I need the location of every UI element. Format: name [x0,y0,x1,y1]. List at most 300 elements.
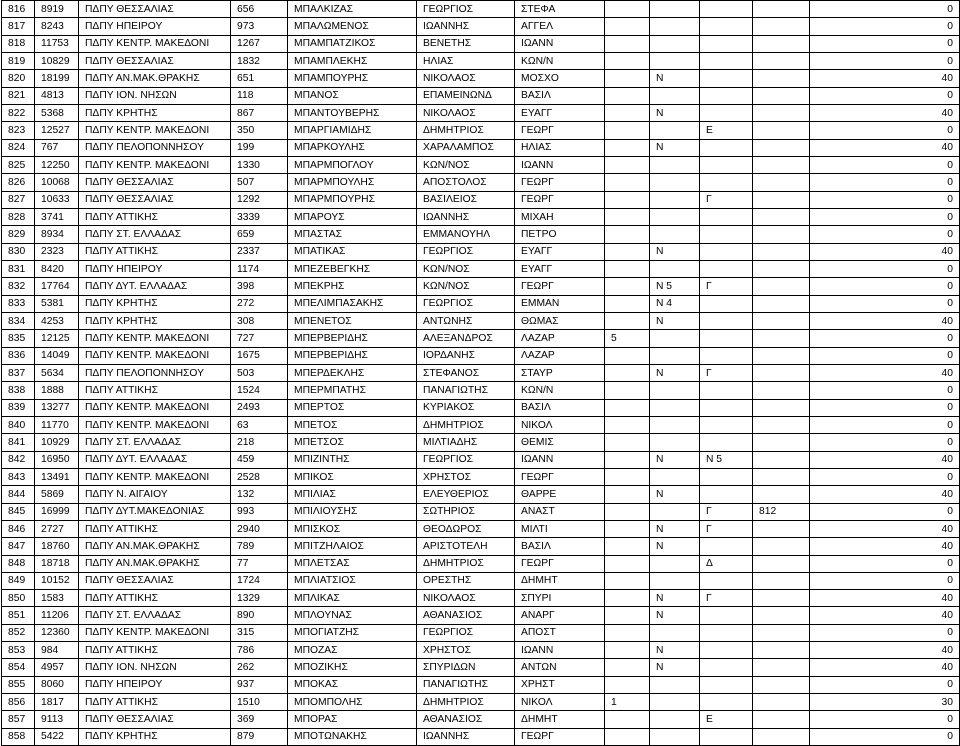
father-name-cell: ΘΕΜΙΣ [515,434,605,451]
father-name-cell: ΓΕΩΡΓ [515,174,605,191]
department-cell: ΠΔΠΥ ΑΤΤΙΚΗΣ [79,590,231,607]
row-number-cell: 844 [2,486,35,503]
flag-c-cell [700,416,753,433]
table-row [2,642,960,659]
flag-a-cell [605,174,650,191]
table-row [2,191,960,208]
table-row [2,434,960,451]
flag-b-cell: Ν [650,538,700,555]
row-number-cell: 834 [2,312,35,329]
registry-number-cell: 11753 [35,35,79,52]
flag-c-cell [700,295,753,312]
department-cell: ΠΔΠΥ ΑΤΤΙΚΗΣ [79,382,231,399]
flag-a-cell [605,642,650,659]
first-name-cell: ΕΠΑΜΕΙΝΩΝΔ [417,87,515,104]
first-name-cell: ΓΕΩΡΓΙΟΣ [417,1,515,18]
flag-c-cell: Γ [700,364,753,381]
row-number-cell: 838 [2,382,35,399]
points-cell: 0 [810,1,960,18]
flag-a-cell [605,260,650,277]
code-cell: 350 [231,122,288,139]
registry-number-cell: 5869 [35,486,79,503]
flag-a-cell [605,243,650,260]
flag-d-cell [753,70,810,87]
first-name-cell: ΑΛΕΞΑΝΔΡΟΣ [417,330,515,347]
row-number-cell: 846 [2,520,35,537]
points-cell: 0 [810,347,960,364]
department-cell: ΠΔΠΥ ΠΕΛΟΠΟΝΝΗΣΟΥ [79,139,231,156]
flag-c-cell [700,330,753,347]
table-row [2,52,960,69]
code-cell: 1174 [231,260,288,277]
surname-cell: ΜΠΑΜΠΑΤΖΙΚΟΣ [288,35,417,52]
row-number-cell: 829 [2,226,35,243]
father-name-cell: ΣΤΑΥΡ [515,364,605,381]
surname-cell: ΜΠΑΡΚΟΥΛΗΣ [288,139,417,156]
flag-a-cell [605,104,650,121]
flag-a-cell [605,295,650,312]
father-name-cell: ΛΑΖΑΡ [515,347,605,364]
father-name-cell: ΝΙΚΟΛ [515,416,605,433]
registry-number-cell: 5634 [35,364,79,381]
table-row [2,711,960,728]
code-cell: 503 [231,364,288,381]
first-name-cell: ΙΩΑΝΝΗΣ [417,208,515,225]
flag-c-cell [700,572,753,589]
registry-number-cell: 1583 [35,590,79,607]
flag-d-cell [753,139,810,156]
flag-b-cell: Ν 5 [650,278,700,295]
father-name-cell: ΕΥΑΓΓ [515,104,605,121]
department-cell: ΠΔΠΥ ΙΟΝ. ΝΗΣΩΝ [79,87,231,104]
surname-cell: ΜΠΟΜΠΟΛΗΣ [288,694,417,711]
table-row [2,243,960,260]
row-number-cell: 816 [2,1,35,18]
row-number-cell: 824 [2,139,35,156]
flag-a-cell [605,208,650,225]
table-row [2,1,960,18]
flag-a-cell [605,572,650,589]
points-cell: 0 [810,174,960,191]
registry-number-cell: 10068 [35,174,79,191]
flag-b-cell [650,572,700,589]
surname-cell: ΜΠΙΛΙΑΣ [288,486,417,503]
points-cell: 0 [810,468,960,485]
table-row [2,104,960,121]
table-row [2,728,960,745]
father-name-cell: ΗΛΙΑΣ [515,139,605,156]
flag-b-cell [650,382,700,399]
department-cell: ΠΔΠΥ ΔΥΤ. ΕΛΛΑΔΑΣ [79,278,231,295]
flag-a-cell [605,70,650,87]
flag-d-cell: 812 [753,503,810,520]
table-row [2,278,960,295]
points-cell: 0 [810,295,960,312]
first-name-cell: ΙΟΡΔΑΝΗΣ [417,347,515,364]
flag-b-cell [650,18,700,35]
points-cell: 0 [810,624,960,641]
father-name-cell: ΘΑΡΡΕ [515,486,605,503]
table-row [2,18,960,35]
table-row [2,312,960,329]
surname-cell: ΜΠΑΤΙΚΑΣ [288,243,417,260]
father-name-cell: ΝΙΚΟΛ [515,694,605,711]
father-name-cell: ΙΩΑΝΝ [515,642,605,659]
row-number-cell: 845 [2,503,35,520]
department-cell: ΠΔΠΥ ΚΡΗΤΗΣ [79,295,231,312]
flag-b-cell: Ν [650,243,700,260]
flag-c-cell [700,35,753,52]
flag-d-cell [753,607,810,624]
points-cell: 40 [810,139,960,156]
first-name-cell: ΝΙΚΟΛΑΟΣ [417,590,515,607]
code-cell: 63 [231,416,288,433]
flag-c-cell [700,139,753,156]
row-number-cell: 837 [2,364,35,381]
row-number-cell: 843 [2,468,35,485]
flag-c-cell [700,226,753,243]
registry-number-cell: 4957 [35,659,79,676]
table-row [2,520,960,537]
surname-cell: ΜΠΑΜΠΛΕΚΗΣ [288,52,417,69]
surname-cell: ΜΠΕΛΙΜΠΑΣΑΚΗΣ [288,295,417,312]
flag-c-cell [700,312,753,329]
flag-a-cell [605,382,650,399]
points-cell: 40 [810,486,960,503]
row-number-cell: 858 [2,728,35,745]
flag-c-cell [700,1,753,18]
surname-cell: ΜΠΕΡΜΠΑΤΗΣ [288,382,417,399]
first-name-cell: ΗΛΙΑΣ [417,52,515,69]
surname-cell: ΜΠΕΡΒΕΡΙΔΗΣ [288,347,417,364]
code-cell: 199 [231,139,288,156]
first-name-cell: ΓΕΩΡΓΙΟΣ [417,243,515,260]
registry-number-cell: 2323 [35,243,79,260]
code-cell: 3339 [231,208,288,225]
department-cell: ΠΔΠΥ ΑΝ.ΜΑΚ.ΘΡΑΚΗΣ [79,555,231,572]
father-name-cell: ΒΑΣΙΛ [515,399,605,416]
flag-b-cell: Ν [650,104,700,121]
registry-number-cell: 12250 [35,156,79,173]
father-name-cell: ΚΩΝ/Ν [515,382,605,399]
father-name-cell: ΕΜΜΑΝ [515,295,605,312]
row-number-cell: 852 [2,624,35,641]
flag-a-cell [605,434,650,451]
flag-c-cell [700,174,753,191]
table-row [2,174,960,191]
flag-d-cell [753,278,810,295]
points-cell: 0 [810,434,960,451]
code-cell: 398 [231,278,288,295]
code-cell: 77 [231,555,288,572]
flag-b-cell [650,416,700,433]
first-name-cell: ΕΜΜΑΝΟΥΗΛ [417,226,515,243]
first-name-cell: ΧΑΡΑΛΑΜΠΟΣ [417,139,515,156]
first-name-cell: ΧΡΗΣΤΟΣ [417,468,515,485]
registry-number-cell: 4813 [35,87,79,104]
registry-number-cell: 12125 [35,330,79,347]
first-name-cell: ΠΑΝΑΓΙΩΤΗΣ [417,382,515,399]
father-name-cell: ΔΗΜΗΤ [515,572,605,589]
surname-cell: ΜΠΙΚΟΣ [288,468,417,485]
first-name-cell: ΒΕΝΕΤΗΣ [417,35,515,52]
code-cell: 727 [231,330,288,347]
first-name-cell: ΝΙΚΟΛΑΟΣ [417,104,515,121]
surname-cell: ΜΠΑΡΟΥΣ [288,208,417,225]
table-row [2,87,960,104]
flag-c-cell: Ν 5 [700,451,753,468]
registry-number-cell: 12527 [35,122,79,139]
first-name-cell: ΚΩΝ/ΝΟΣ [417,260,515,277]
registry-number-cell: 10633 [35,191,79,208]
points-cell: 40 [810,364,960,381]
father-name-cell: ΒΑΣΙΛ [515,87,605,104]
department-cell: ΠΔΠΥ ΚΡΗΤΗΣ [79,104,231,121]
flag-c-cell [700,676,753,693]
flag-a-cell [605,399,650,416]
father-name-cell: ΓΕΩΡΓ [515,555,605,572]
flag-a-cell [605,676,650,693]
flag-c-cell [700,486,753,503]
code-cell: 1329 [231,590,288,607]
row-number-cell: 841 [2,434,35,451]
flag-d-cell [753,486,810,503]
first-name-cell: ΔΗΜΗΤΡΙΟΣ [417,416,515,433]
father-name-cell: ΓΕΩΡΓ [515,191,605,208]
code-cell: 656 [231,1,288,18]
department-cell: ΠΔΠΥ ΘΕΣΣΑΛΙΑΣ [79,1,231,18]
first-name-cell: ΝΙΚΟΛΑΟΣ [417,70,515,87]
code-cell: 1675 [231,347,288,364]
surname-cell: ΜΠΑΡΜΠΟΓΛΟΥ [288,156,417,173]
flag-a-cell [605,520,650,537]
flag-b-cell [650,1,700,18]
row-number-cell: 849 [2,572,35,589]
flag-c-cell: Ε [700,122,753,139]
flag-a-cell [605,624,650,641]
flag-b-cell [650,52,700,69]
department-cell: ΠΔΠΥ ΚΕΝΤΡ. ΜΑΚΕΔΟΝΙ [79,35,231,52]
flag-c-cell [700,243,753,260]
table-row [2,624,960,641]
department-cell: ΠΔΠΥ ΚΕΝΤΡ. ΜΑΚΕΔΟΝΙ [79,624,231,641]
flag-c-cell: Γ [700,191,753,208]
department-cell: ΠΔΠΥ ΑΤΤΙΚΗΣ [79,642,231,659]
row-number-cell: 855 [2,676,35,693]
surname-cell: ΜΠΟΚΑΣ [288,676,417,693]
first-name-cell: ΣΠΥΡΙΔΩΝ [417,659,515,676]
flag-d-cell [753,52,810,69]
surname-cell: ΜΠΕΤΣΟΣ [288,434,417,451]
code-cell: 262 [231,659,288,676]
father-name-cell: ΒΑΣΙΛ [515,538,605,555]
code-cell: 315 [231,624,288,641]
flag-a-cell [605,139,650,156]
flag-a-cell [605,659,650,676]
registry-number-cell: 9113 [35,711,79,728]
flag-b-cell [650,555,700,572]
surname-cell: ΜΠΑΡΜΠΟΥΡΗΣ [288,191,417,208]
flag-d-cell [753,104,810,121]
flag-c-cell [700,642,753,659]
first-name-cell: ΒΑΣΙΛΕΙΟΣ [417,191,515,208]
flag-a-cell [605,451,650,468]
records-table-body [2,1,960,746]
records-table [1,0,960,746]
surname-cell: ΜΠΛΙΚΑΣ [288,590,417,607]
department-cell: ΠΔΠΥ ΚΕΝΤΡ. ΜΑΚΕΔΟΝΙ [79,416,231,433]
department-cell: ΠΔΠΥ ΘΕΣΣΑΛΙΑΣ [79,174,231,191]
code-cell: 507 [231,174,288,191]
registry-number-cell: 8919 [35,1,79,18]
surname-cell: ΜΠΕΡΒΕΡΙΔΗΣ [288,330,417,347]
registry-number-cell: 767 [35,139,79,156]
registry-number-cell: 13491 [35,468,79,485]
flag-c-cell [700,434,753,451]
surname-cell: ΜΠΕΤΟΣ [288,416,417,433]
registry-number-cell: 17764 [35,278,79,295]
flag-a-cell [605,538,650,555]
father-name-cell: ΔΗΜΗΤ [515,711,605,728]
registry-number-cell: 8420 [35,260,79,277]
father-name-cell: ΓΕΩΡΓ [515,122,605,139]
department-cell: ΠΔΠΥ ΗΠΕΙΡΟΥ [79,18,231,35]
flag-d-cell [753,416,810,433]
flag-c-cell [700,87,753,104]
flag-b-cell: Ν [650,486,700,503]
table-row [2,468,960,485]
father-name-cell: ΣΠΥΡΙ [515,590,605,607]
row-number-cell: 848 [2,555,35,572]
points-cell: 0 [810,260,960,277]
points-cell: 40 [810,451,960,468]
table-row [2,416,960,433]
department-cell: ΠΔΠΥ ΑΝ.ΜΑΚ.ΘΡΑΚΗΣ [79,70,231,87]
code-cell: 2528 [231,468,288,485]
flag-c-cell [700,538,753,555]
code-cell: 1724 [231,572,288,589]
table-row [2,676,960,693]
table-row [2,70,960,87]
father-name-cell: ΙΩΑΝΝ [515,156,605,173]
department-cell: ΠΔΠΥ ΘΕΣΣΑΛΙΑΣ [79,52,231,69]
row-number-cell: 851 [2,607,35,624]
points-cell: 40 [810,642,960,659]
flag-b-cell: Ν [650,312,700,329]
flag-a-cell [605,52,650,69]
father-name-cell: ΜΙΧΑΗ [515,208,605,225]
flag-d-cell [753,711,810,728]
code-cell: 789 [231,538,288,555]
points-cell: 40 [810,312,960,329]
points-cell: 30 [810,694,960,711]
flag-d-cell [753,1,810,18]
points-cell: 0 [810,399,960,416]
flag-a-cell [605,191,650,208]
table-row [2,659,960,676]
flag-b-cell [650,87,700,104]
code-cell: 308 [231,312,288,329]
surname-cell: ΜΠΛΕΤΣΑΣ [288,555,417,572]
flag-d-cell [753,191,810,208]
first-name-cell: ΠΑΝΑΓΙΩΤΗΣ [417,676,515,693]
row-number-cell: 842 [2,451,35,468]
code-cell: 218 [231,434,288,451]
flag-c-cell: Δ [700,555,753,572]
flag-c-cell [700,18,753,35]
father-name-cell: ΑΓΓΕΛ [515,18,605,35]
row-number-cell: 821 [2,87,35,104]
flag-b-cell [650,468,700,485]
flag-a-cell [605,486,650,503]
flag-d-cell [753,694,810,711]
department-cell: ΠΔΠΥ ΑΝ.ΜΑΚ.ΘΡΑΚΗΣ [79,538,231,555]
department-cell: ΠΔΠΥ ΗΠΕΙΡΟΥ [79,676,231,693]
father-name-cell: ΑΝΑΡΓ [515,607,605,624]
flag-b-cell [650,156,700,173]
flag-b-cell: Ν [650,659,700,676]
flag-c-cell [700,399,753,416]
flag-b-cell [650,399,700,416]
registry-number-cell: 3741 [35,208,79,225]
flag-a-cell [605,711,650,728]
registry-number-cell: 18199 [35,70,79,87]
flag-c-cell: Γ [700,278,753,295]
surname-cell: ΜΠΛΟΥΝΑΣ [288,607,417,624]
registry-number-cell: 11770 [35,416,79,433]
flag-b-cell [650,728,700,745]
department-cell: ΠΔΠΥ ΘΕΣΣΑΛΙΑΣ [79,572,231,589]
registry-number-cell: 18718 [35,555,79,572]
flag-c-cell [700,607,753,624]
department-cell: ΠΔΠΥ Ν. ΑΙΓΑΙΟΥ [79,486,231,503]
registry-number-cell: 12360 [35,624,79,641]
registry-number-cell: 8060 [35,676,79,693]
code-cell: 2493 [231,399,288,416]
department-cell: ΠΔΠΥ ΔΥΤ.ΜΑΚΕΔΟΝΙΑΣ [79,503,231,520]
code-cell: 2940 [231,520,288,537]
surname-cell: ΜΠΑΝΤΟΥΒΕΡΗΣ [288,104,417,121]
flag-c-cell [700,52,753,69]
code-cell: 369 [231,711,288,728]
first-name-cell: ΙΩΑΝΝΗΣ [417,728,515,745]
flag-c-cell [700,347,753,364]
flag-a-cell [605,226,650,243]
flag-a-cell [605,312,650,329]
flag-d-cell [753,659,810,676]
flag-a-cell [605,156,650,173]
flag-b-cell [650,347,700,364]
department-cell: ΠΔΠΥ ΣΤ. ΕΛΛΑΔΑΣ [79,434,231,451]
department-cell: ΠΔΠΥ ΗΠΕΙΡΟΥ [79,260,231,277]
first-name-cell: ΔΗΜΗΤΡΙΟΣ [417,694,515,711]
first-name-cell: ΑΡΙΣΤΟΤΕΛΗ [417,538,515,555]
flag-c-cell: Γ [700,503,753,520]
surname-cell: ΜΠΑΛΚΙΖΑΣ [288,1,417,18]
flag-a-cell [605,1,650,18]
department-cell: ΠΔΠΥ ΚΡΗΤΗΣ [79,728,231,745]
flag-d-cell [753,208,810,225]
table-row [2,503,960,520]
flag-b-cell [650,711,700,728]
flag-b-cell [650,260,700,277]
flag-d-cell [753,624,810,641]
table-row [2,364,960,381]
surname-cell: ΜΠΙΛΙΟΥΣΗΣ [288,503,417,520]
flag-b-cell: Ν [650,642,700,659]
father-name-cell: ΙΩΑΝΝ [515,35,605,52]
flag-c-cell [700,156,753,173]
